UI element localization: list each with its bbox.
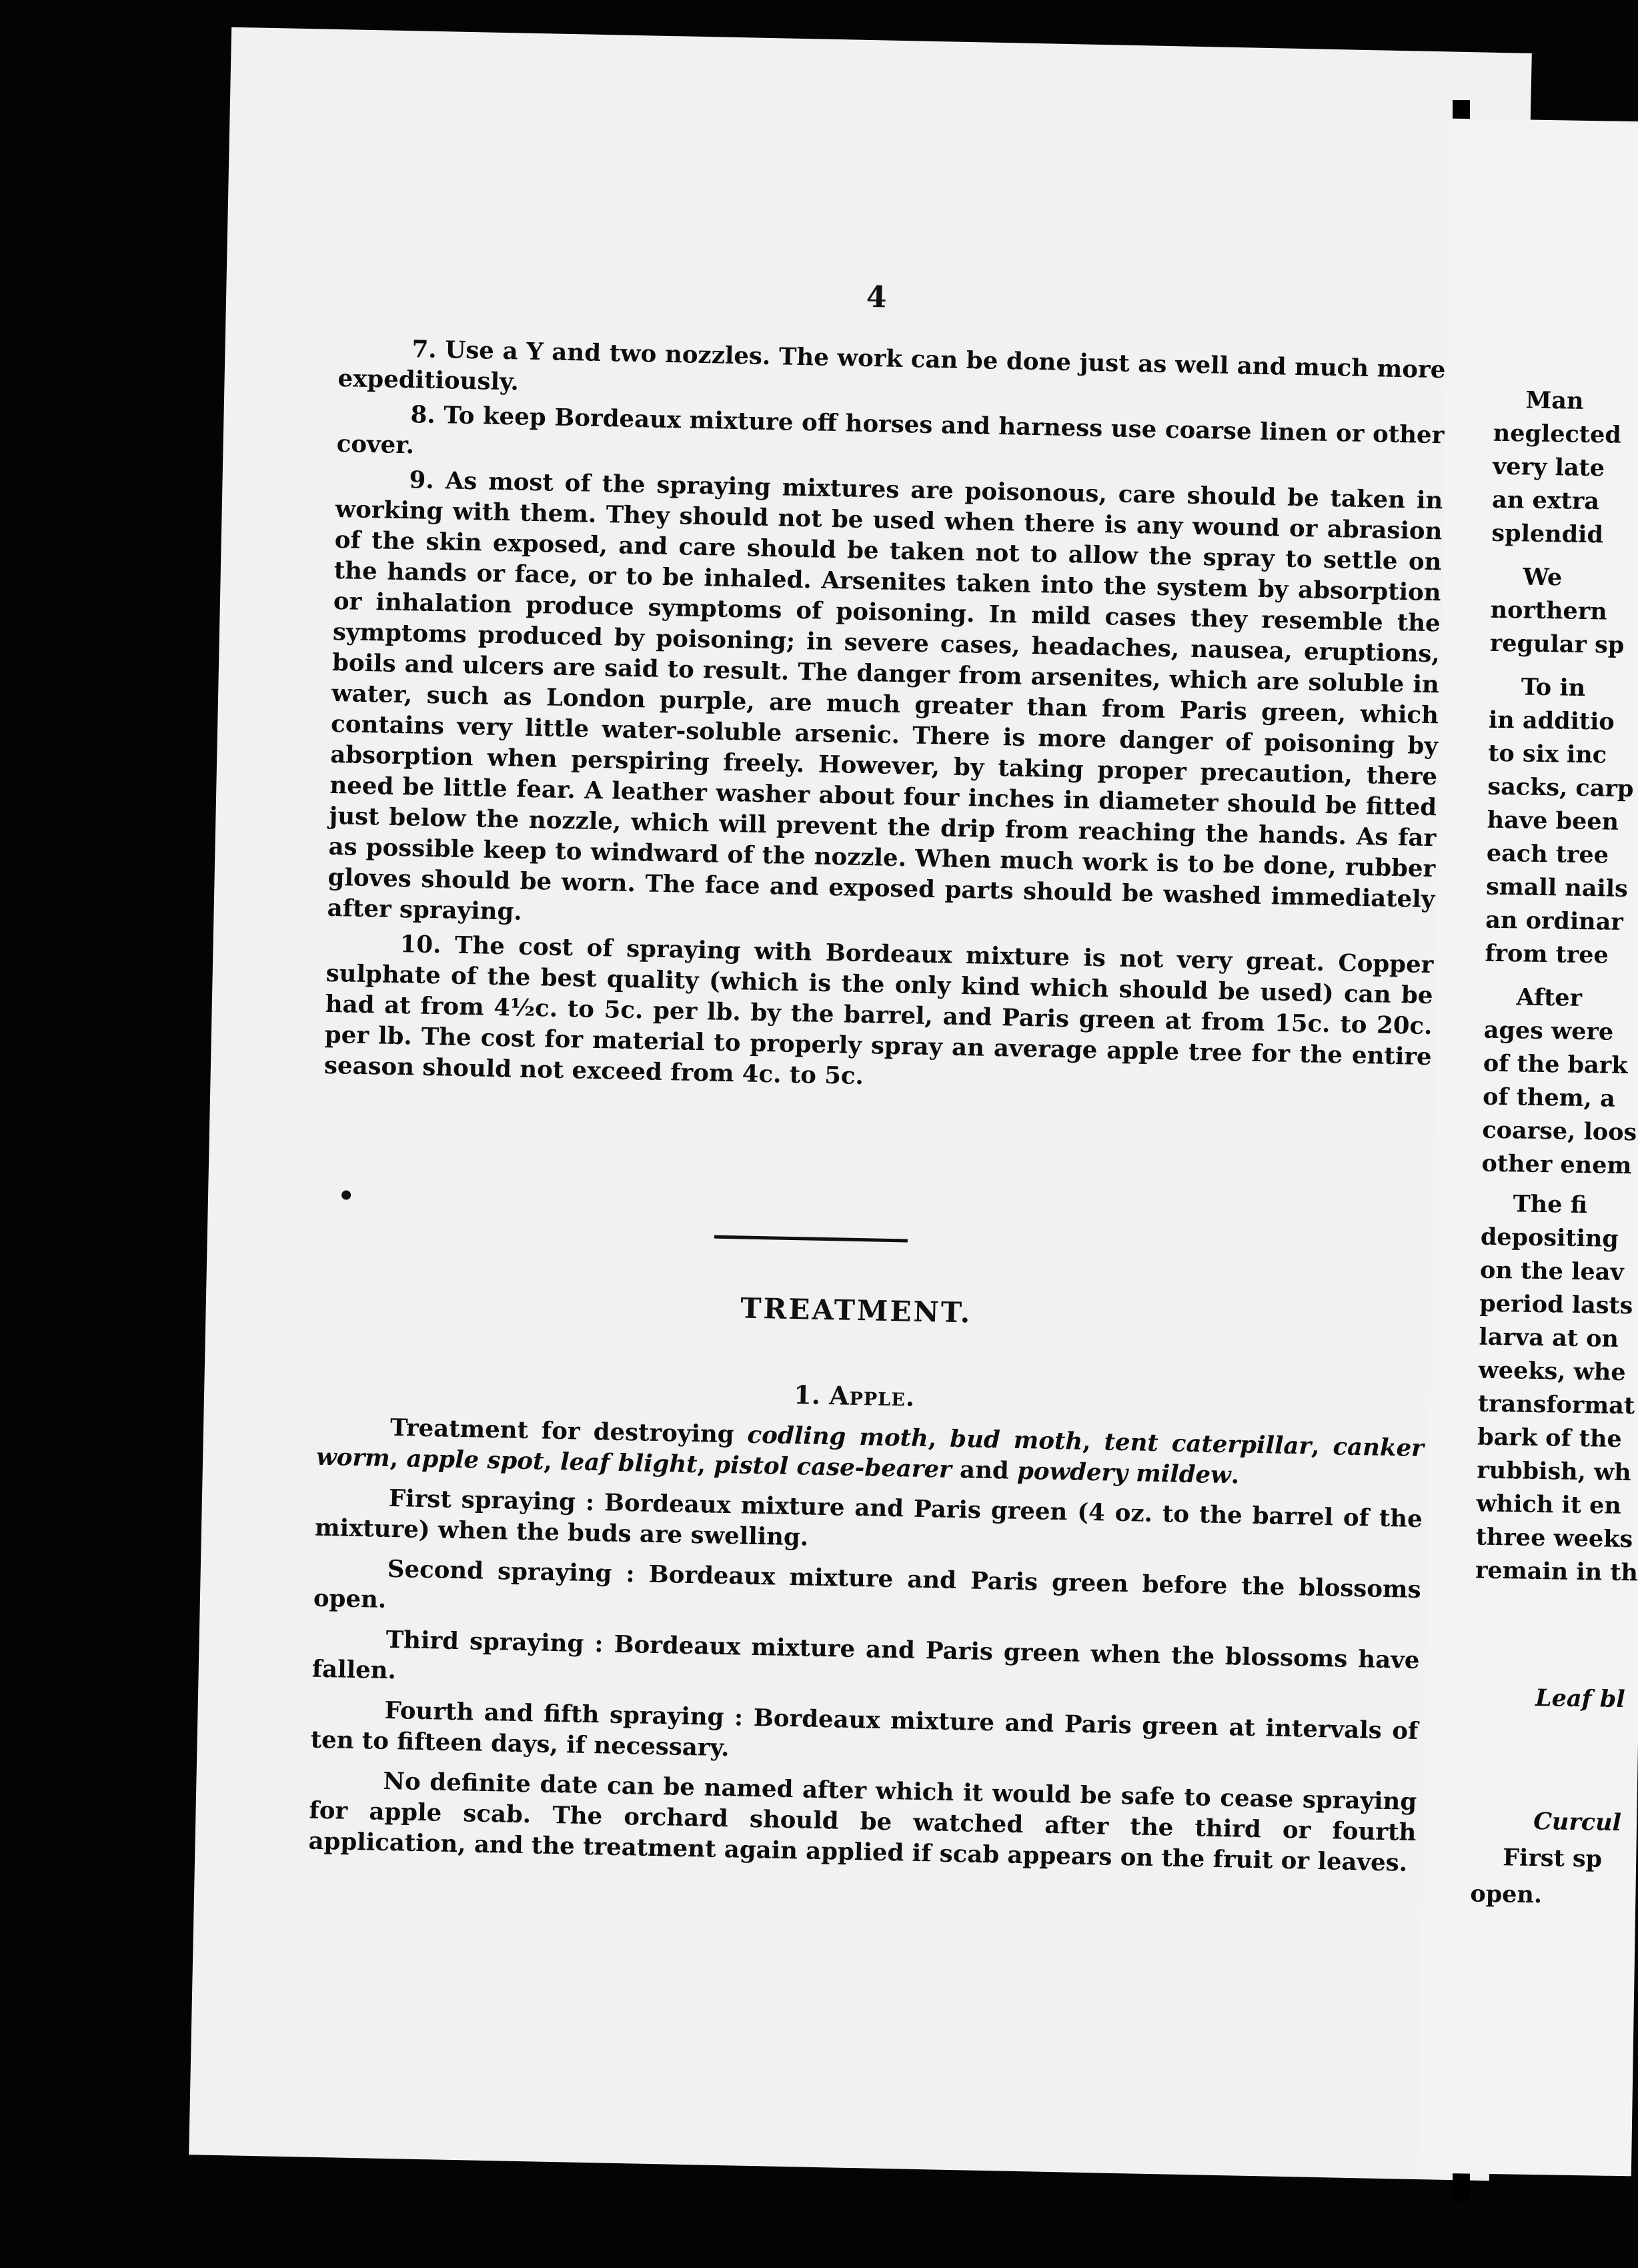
facing-line: to six inc <box>1487 739 1607 769</box>
facing-line: To in <box>1521 673 1586 702</box>
facing-line: on the leav <box>1479 1256 1625 1286</box>
note-paragraph-9: 9. As most of the spraying mixtures are poisonous, care should be taken in working with them. They should not be used when there is any wound or abrasion of the skin exposed, and care should be taken not to allow the spray to settle on the hands or face, or to be inhaled. Arsenites taken into the system by absorption or inhalation produce symptoms of poisoning. In mild cases they resemble the symptoms produced by poisoning; in severe cases, headaches, nausea, eruptions, boils and ulcers are said to result. The danger from arsenites, which are soluble in water, such as London purple, are much greater than from Paris green, which contains very little water-soluble arsenic. There is more danger of poisoning by absorption when perspiring freely. However, by taking proper precaution, there need be little fear. A leather washer about four inches in diameter should be fitted just below the nozzle, which will prevent the drip from reaching the hands. As far as possible keep to windward of the nozzle. When much work is to be done, rubber gloves should be worn. The face and exposed parts should be washed immediately after spraying. <box>327 466 1443 926</box>
facing-line: an ordinar <box>1485 906 1624 936</box>
spraying-notes <box>323 333 1445 1107</box>
facing-line: larva at on <box>1479 1323 1619 1353</box>
page-number: 4 <box>866 279 888 315</box>
facing-line: an extra <box>1491 486 1600 516</box>
treatment-heading: TREATMENT. <box>740 1291 972 1329</box>
apple-scab-note: No definite date can be named after which it would be safe to cease spraying for apple scab. The orchard should be watched after the third or fourth application, and the treatment again applied if scab appears on the fruit or leaves. <box>308 1767 1417 1877</box>
fourth-fifth-spraying: Fourth and fifth spraying : Bordeaux mixture and Paris green at intervals of ten to fifteen days, if necessary. <box>310 1696 1419 1762</box>
pest-separator: and <box>951 1456 1018 1485</box>
apple-intro <box>316 1411 1425 1495</box>
facing-line: of them, a <box>1482 1083 1616 1113</box>
facing-line: in additio <box>1488 706 1615 736</box>
pest-separator: , <box>928 1425 950 1453</box>
facing-line: rubbish, wh <box>1477 1456 1631 1487</box>
pest-apple-spot: apple spot <box>406 1445 544 1476</box>
apple-treatment <box>308 1411 1424 1888</box>
second-spraying: Second spraying : Bordeaux mixture and Paris green before the blossoms open. <box>313 1555 1421 1614</box>
facing-line: very late <box>1492 452 1605 482</box>
facing-line: open. <box>1470 1880 1543 1909</box>
facing-line: ages were <box>1483 1016 1614 1046</box>
facing-line: After <box>1516 983 1583 1012</box>
pest-canker-worm: canker worm <box>315 1433 1425 1472</box>
facing-line: weeks, whe <box>1478 1356 1626 1387</box>
pest-codling-moth: codling moth <box>747 1421 929 1453</box>
facing-line: northern <box>1490 596 1607 626</box>
document-page <box>189 27 1532 2181</box>
facing-line: have been <box>1487 806 1619 836</box>
facing-line: other enem <box>1481 1149 1632 1180</box>
pest-bud-moth: bud moth <box>949 1425 1083 1456</box>
pest-pistol-case-bearer: pistol case-bearer <box>713 1451 952 1484</box>
pest-separator: , <box>697 1451 714 1479</box>
apple-heading-number: 1. <box>793 1379 821 1410</box>
facing-line: each tree <box>1486 839 1609 869</box>
third-spraying: Third spraying : Bordeaux mixture and Paris green when the blossoms have fallen. <box>311 1626 1420 1685</box>
note-paragraph-8: 8. To keep Bordeaux mixture off horses and harness use coarse linen or other cover. <box>336 401 1445 460</box>
facing-line: Man <box>1525 386 1584 415</box>
facing-line-italic: Curcul <box>1533 1807 1622 1837</box>
bullet-mark <box>341 1190 351 1199</box>
facing-line: which it en <box>1476 1490 1622 1520</box>
facing-line: splendid <box>1491 519 1604 549</box>
facing-page-fragment <box>1418 119 1638 2177</box>
facing-line: We <box>1523 563 1563 592</box>
pest-powdery-mildew: powdery mildew <box>1016 1457 1232 1490</box>
facing-line: regular sp <box>1489 629 1625 659</box>
apple-heading-name: Apple. <box>828 1380 916 1412</box>
facing-line: bark of the <box>1477 1423 1622 1453</box>
note-paragraph-10: 10. The cost of spraying with Bordeaux mixture is not very great. Copper sulphate of the best quality (which is the only kind which should be used) can be had at from 4½c. to 5c. per lb. by the barrel, and Paris green at from 15c. to 20c. per lb. The cost for material to properly spray an average apple tree for the entire season should not exceed from 4c. to 5c. <box>323 931 1434 1091</box>
facing-line: of the bark <box>1483 1049 1628 1080</box>
facing-line: period lasts <box>1479 1289 1633 1320</box>
facing-line: sacks, carp <box>1487 772 1634 803</box>
section-divider <box>714 1235 908 1243</box>
facing-line: transformat <box>1477 1389 1635 1420</box>
facing-line: depositing <box>1480 1223 1619 1253</box>
pest-separator: , <box>389 1444 407 1473</box>
pest-separator: , <box>543 1448 561 1476</box>
pest-separator: , <box>1082 1428 1105 1456</box>
pest-separator: , <box>1311 1432 1333 1461</box>
facing-line-italic: Leaf bl <box>1535 1684 1625 1714</box>
facing-line: neglected <box>1493 419 1622 449</box>
facing-line: First sp <box>1502 1844 1603 1873</box>
facing-line: from tree <box>1485 939 1609 969</box>
pest-tent-caterpillar: tent caterpillar <box>1104 1428 1312 1460</box>
pest-leaf-blight: leaf blight <box>560 1448 698 1479</box>
first-spraying: First spraying : Bordeaux mixture and Paris green (4 oz. to the barrel of the mixture) when the buds are swelling. <box>314 1484 1423 1552</box>
facing-line: coarse, loos <box>1482 1116 1637 1147</box>
facing-line: remain in th <box>1475 1556 1638 1587</box>
intro-suffix: . <box>1231 1462 1240 1490</box>
note-paragraph-7: 7. Use a Y and two nozzles. The work can be done just as well and much more expeditiously. <box>337 336 1446 396</box>
facing-line: three weeks <box>1475 1523 1633 1554</box>
facing-line: small nails <box>1485 873 1629 903</box>
facing-line: The fi <box>1513 1190 1588 1219</box>
intro-prefix: Treatment for destroying <box>389 1413 748 1449</box>
